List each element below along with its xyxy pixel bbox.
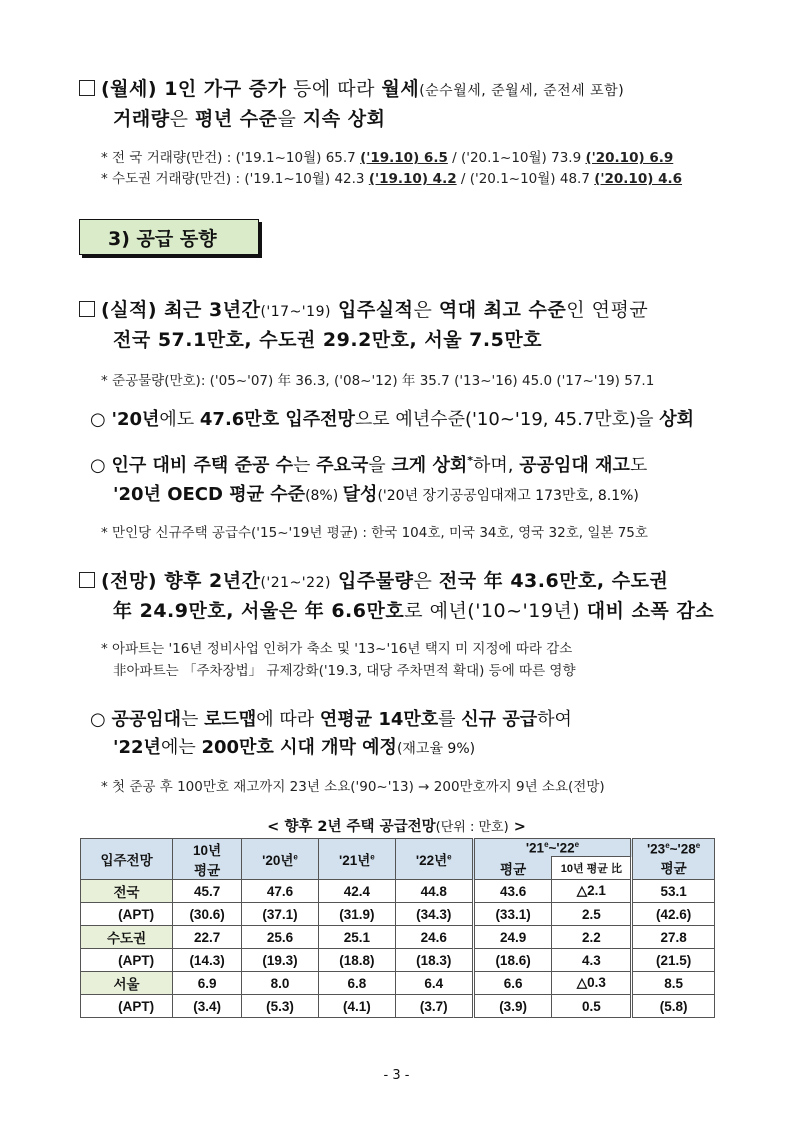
outlook-bullet-public-rental-line1: ○ 공공임대는 로드맵에 따라 연평균 14만호를 신규 공급하여 [90, 709, 572, 730]
outlook-note-apartments: * 아파트는 '16년 정비사업 인허가 축소 및 '13~'16년 택지 미 지정에 따라 감소 [101, 641, 573, 657]
supply-outlook-table [80, 838, 715, 1018]
table-row: 전국 45.7 47.6 42.4 44.8 43.6 △2.1 53.1 [81, 880, 715, 903]
table-row: (APT) (30.6) (37.1) (31.9) (34.3) (33.1) 2.5 (42.6) [81, 903, 715, 926]
rent-heading-line2: 거래량은 평년 수준을 지속 상회 [113, 108, 386, 130]
rent-note-capital: * 수도권 거래량(만건) : ('19.1~10월) 42.3 ('19.10) 4.2 / ('20.1~10월) 48.7 ('20.10) 4.6 [101, 171, 683, 187]
table-row: (APT) (14.3) (19.3) (18.8) (18.3) (18.6) 4.3 (21.5) [81, 949, 715, 972]
outlook-bullet-public-rental-line2: '22년에는 200만호 시대 개막 예정(재고율 9%) [113, 737, 476, 758]
outlook-note-milestones: * 첫 준공 후 100만호 재고까지 23년 소요('90~'13) → 200만호까지 9년 소요(전망) [101, 779, 605, 795]
results-heading-line2: 전국 57.1만호, 수도권 29.2만호, 서울 7.5만호 [113, 329, 543, 351]
table-caption: < 향후 2년 주택 공급전망(단위 : 만호) > [267, 819, 526, 835]
results-note-completions: * 준공물량(만호): ('05~'07) 年 36.3, ('08~'12) 年 35.7 ('13~'16) 45.0 ('17~'19) 57.1 [101, 373, 655, 389]
col-header-2328: '23e~'28e 평균 [632, 839, 715, 880]
results-bullet-2020: ○ '20년에도 47.6만호 입주전망으로 예년수준('10~'19, 45.7만호)을 상회 [90, 409, 694, 430]
checkbox-bullet [79, 80, 95, 96]
page-number: - 3 - [383, 1068, 410, 1083]
circle-bullet-icon: ○ [90, 409, 112, 430]
col-header-2021: '21년$^e$ [318, 839, 395, 880]
table-row: (APT) (3.4) (5.3) (4.1) (3.7) (3.9) 0.5 (5.8) [81, 995, 715, 1018]
outlook-heading-line2: 年 24.9만호, 서울은 年 6.6만호로 예년('10~'19년) 대비 소폭 감소 [113, 600, 715, 622]
table-row: 수도권 22.7 25.6 25.1 24.6 24.9 2.2 27.8 [81, 926, 715, 949]
section-title-supply: 3) 공급 동향 [79, 219, 259, 255]
results-bullet-oecd-line2: '20년 OECD 평균 수준(8%) 달성('20년 장기공공임대재고 173만호, 8.1%) [113, 484, 639, 505]
col-header-ratio: 10년 평균 比 [552, 857, 632, 880]
rent-heading-line1: (월세) 1인 가구 증가 등에 따라 월세(순수월세, 준월세, 준전세 포함) [79, 74, 624, 101]
results-note-per-capita: * 만인당 신규주택 공급수('15~'19년 평균) : 한국 104호, 미국 34호, 영국 32호, 일본 75호 [101, 525, 648, 541]
col-header-2022: '22년$^e$ [395, 839, 473, 880]
col-header-2122: '21e~'22e [473, 839, 632, 857]
col-header-2020: '20년$^e$ [242, 839, 319, 880]
checkbox-bullet [79, 301, 95, 317]
results-heading-line1: (실적) 최근 3년간('17~'19) 입주실적은 역대 최고 수준인 연평균 [79, 295, 648, 322]
circle-bullet-icon: ○ [90, 455, 112, 476]
rent-note-national: * 전 국 거래량(만건) : ('19.1~10월) 65.7 ('19.10) 6.5 / ('20.1~10월) 73.9 ('20.10) 6.9 [101, 150, 674, 166]
circle-bullet-icon: ○ [90, 709, 112, 730]
col-header-2122-avg: 평균 [473, 857, 552, 880]
col-header-label: 입주전망 [81, 839, 173, 880]
checkbox-bullet [79, 572, 95, 588]
outlook-heading-line1: (전망) 향후 2년간('21~'22) 입주물량은 전국 年 43.6만호, 수도권 [79, 566, 668, 593]
results-bullet-oecd-line1: ○ 인구 대비 주택 준공 수는 주요국을 크게 상회*하며, 공공임대 재고도 [90, 454, 648, 476]
outlook-note-non-apartments: 非아파트는 「주차장법」 규제강화('19.3, 대당 주차면적 확대) 등에 따른 영향 [113, 663, 576, 679]
col-header-10y-avg: 10년 평균 [173, 839, 242, 880]
table-row: 서울 6.9 8.0 6.8 6.4 6.6 △0.3 8.5 [81, 972, 715, 995]
